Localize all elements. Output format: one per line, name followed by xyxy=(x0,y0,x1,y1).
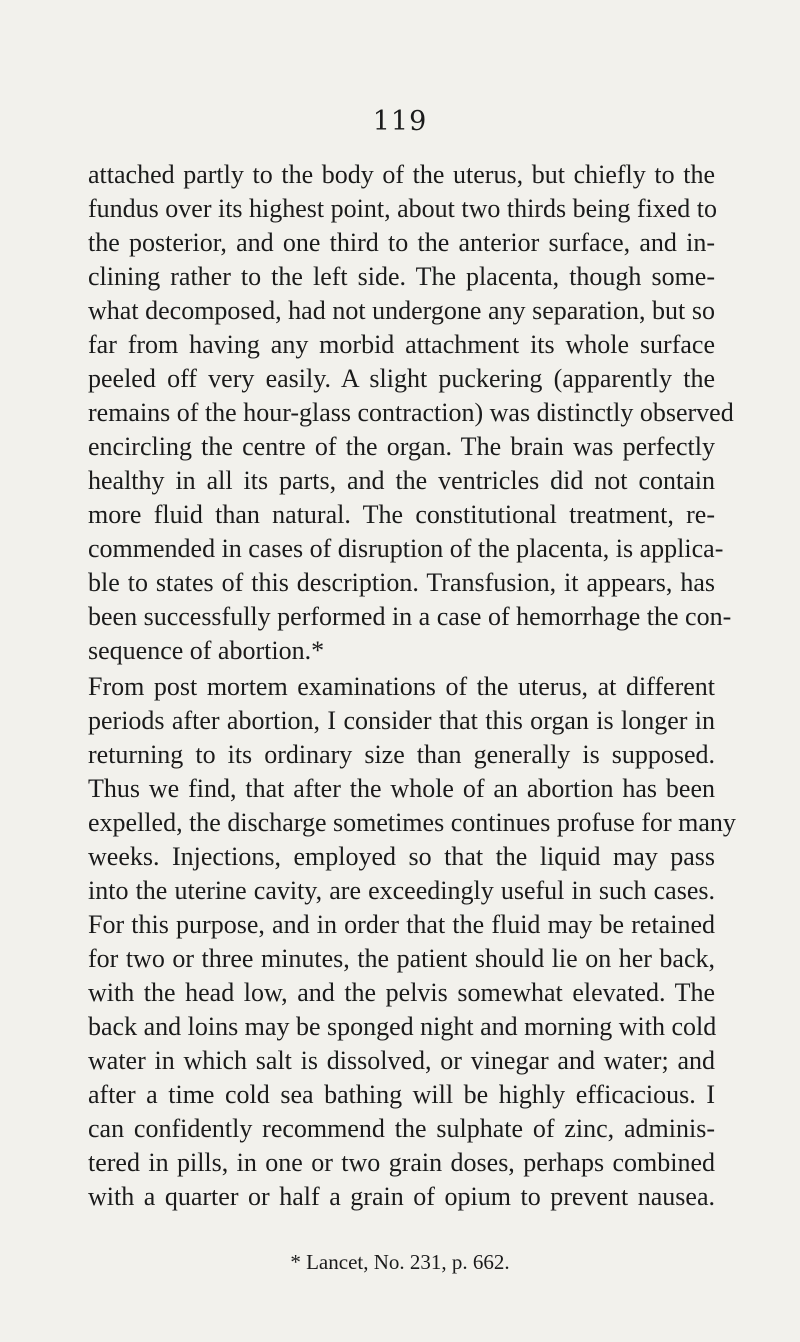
text-line: clining rather to the left side. The placenta, though some- xyxy=(88,262,715,291)
text-line: healthy in all its parts, and the ventricles did not contain xyxy=(88,466,715,495)
text-line: been successfully performed in a case of hemorrhage the con- xyxy=(88,602,732,631)
paragraph-1 xyxy=(88,158,734,668)
footnote: * Lancet, No. 231, p. 662. xyxy=(290,1250,510,1274)
paragraph-2 xyxy=(88,670,736,1214)
text-line: fundus over its highest point, about two thirds being fixed to xyxy=(88,194,717,223)
text-line: peeled off very easily. A slight puckering (apparently the xyxy=(88,364,715,393)
text-line: expelled, the discharge sometimes continues profuse for many xyxy=(88,808,736,837)
text-line: can confidently recommend the sulphate of zinc, adminis- xyxy=(88,1114,715,1143)
text-line: far from having any morbid attachment its whole surface xyxy=(88,330,715,359)
text-line: tered in pills, in one or two grain doses, perhaps combined xyxy=(88,1148,715,1177)
text-line: into the uterine cavity, are exceedingly useful in such cases. xyxy=(88,876,715,905)
text-line: sequence of abortion.* xyxy=(88,636,325,665)
text-line: returning to its ordinary size than generally is supposed. xyxy=(88,740,715,769)
text-line: For this purpose, and in order that the fluid may be retained xyxy=(88,910,715,939)
text-line: encircling the centre of the organ. The brain was perfectly xyxy=(88,432,715,461)
text-line: weeks. Injections, employed so that the liquid may pass xyxy=(88,842,715,871)
text-line: water in which salt is dissolved, or vinegar and water; and xyxy=(88,1046,715,1075)
text-line: the posterior, and one third to the anterior surface, and in- xyxy=(88,228,715,257)
text-line: what decomposed, had not undergone any separation, but so xyxy=(88,296,715,325)
text-line: attached partly to the body of the uterus, but chiefly to the xyxy=(88,160,715,189)
text-line: Thus we find, that after the whole of an abortion has been xyxy=(88,774,715,803)
text-line: with the head low, and the pelvis somewhat elevated. The xyxy=(88,978,715,1007)
text-line: for two or three minutes, the patient should lie on her back, xyxy=(88,944,715,973)
text-line: after a time cold sea bathing will be highly efficacious. I xyxy=(88,1080,715,1109)
text-line: back and loins may be sponged night and morning with cold xyxy=(88,1012,717,1041)
page-number: 119 xyxy=(372,106,428,137)
text-line: periods after abortion, I consider that this organ is longer in xyxy=(88,706,715,735)
text-line: ble to states of this description. Transfusion, it appears, has xyxy=(88,568,715,597)
text-line: remains of the hour-glass contraction) was distinctly observed xyxy=(88,398,734,427)
text-line: From post mortem examinations of the uterus, at different xyxy=(88,672,715,701)
text-line: commended in cases of disruption of the placenta, is applica- xyxy=(88,534,724,563)
text-line: more fluid than natural. The constitutional treatment, re- xyxy=(88,500,715,529)
text-line: with a quarter or half a grain of opium to prevent nausea. xyxy=(88,1182,715,1211)
